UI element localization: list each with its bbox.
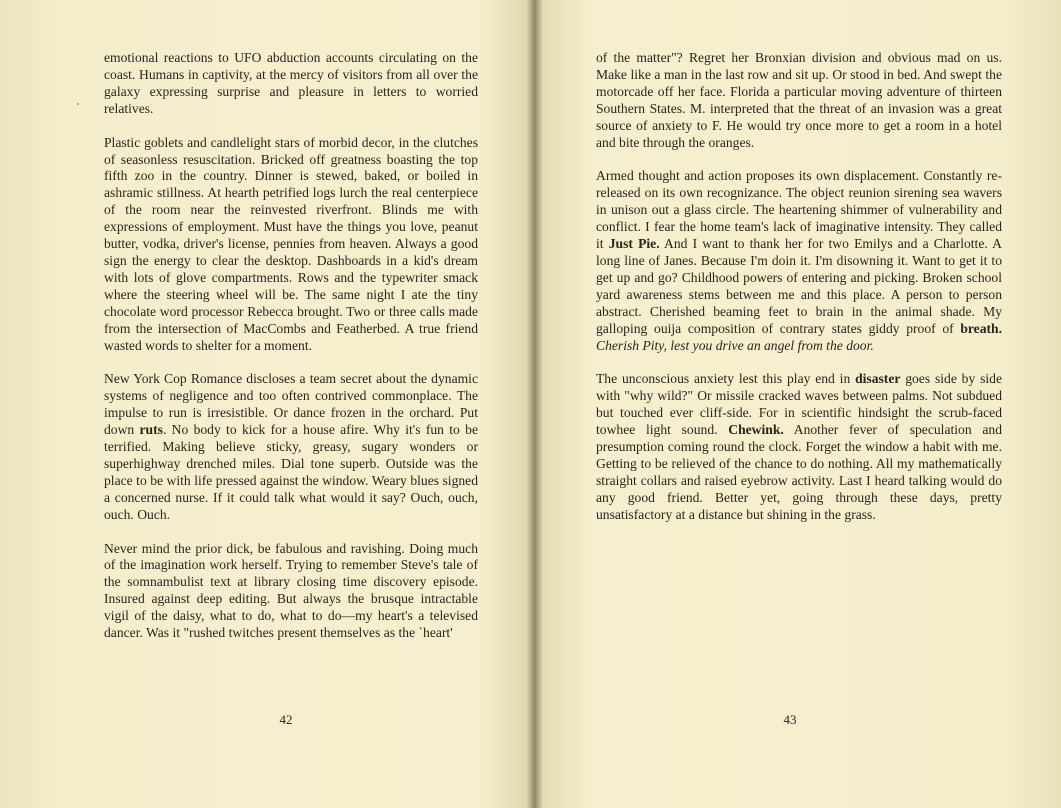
left-paragraph-3 [104,371,478,523]
right-page-number: 43 [783,712,797,727]
left-page [0,0,530,808]
right-p3-text-a: The unconscious anxiety lest this play end in [596,371,856,387]
right-paragraph-2 [596,168,1002,354]
left-p3-bold: ruts [139,422,163,438]
paper-speck [77,103,79,105]
right-p3-text-c: Another fever of speculation and presumption coming round the clock. Forget the window a habit with me. Getting to be relieved of the chance to do nothing. All my mathematically straight collars and raised eyebrow activity. Last I heard talking would do any good friend. Better yet, going through these days, pretty unsatisfactory at a distance but shining in the grass. [596,422,1002,522]
right-p2-bold-2: breath. [960,320,1002,336]
left-paragraph-2: Plastic goblets and candlelight stars of morbid decor, in the clutches of seasonless resuscitation. Bricked off greatness boasting the top fifth zoo in the country. Dinner is stewed, baked, or boiled in ashramic stillness. At hearth petrified logs lurch the real centerpiece of the room near the reinvested riverfront. Blinds me with expressions of employment. Must have the things you love, peanut butter, vodka, driver's license, pennies from heaven. Always a good sign the energy to clear the desktop. Dashboards in a kid's dream with lots of glove compartments. Rows and the typewriter smack where the steering wheel will be. The same night I ate the tiny chocolate word processor Rebecca brought. Two or three calls made from the intersection of MacCombs and Featherbed. A true friend wasted words to shelter for a moment. [104,134,478,353]
right-paragraph-3 [596,371,1002,523]
left-paragraph-1: emotional reactions to UFO abduction accounts circulating on the coast. Humans in captivity, at the mercy of visitors from all over the galaxy expressing surprise and pleasure in letters to worried relatives. [104,50,478,116]
right-page [532,0,1061,808]
right-p3-text-b: goes side by side with "why wild?" Or missile cracked waves between palms. Not subdued but touched ever cliff-side. For in scientific hindsight the scrub-faced towhee light sound. [596,371,1002,438]
left-page-number: 42 [279,712,293,727]
left-p3-text-a: New York Cop Romance discloses a team secret about the dynamic systems of negligence and too often contrived commonplace. The impulse to run is irresistible. Or dance frozen in the orchard. Put down [104,371,478,438]
right-p3-bold-1: disaster [855,371,901,387]
right-p2-italic: Cherish Pity, lest you drive an angel from the door. [596,337,874,353]
right-paragraph-1: of the matter"? Regret her Bronxian division and obvious mad on us. Make like a man in the last row and sit up. Or stood in bed. And swept the motorcade off her face. Florida a particular moving adventure of thirteen Southern States. M. interpreted that the threat of an invasion was a great source of anxiety to F. He would try once more to get a room in a hotel and bite through the oranges. [596,50,1002,150]
left-page-text [104,50,478,659]
right-p2-text-b: And I want to thank her for two Emilys and a Charlotte. A long line of Janes. Because I'm doin it. I'm disowning it. Want to get it to get up and go? Childhood powers of entering and picking. Broken school yard awareness stems between me and this place. A person to person abstract. Cherished beaming feet to brain in the animal shade. My galloping ouija composition of contrary states giddy proof of [596,236,1002,336]
left-p3-text-b: . No body to kick for a house afire. Why it's fun to be terrified. Making believe sticky, greasy, sugary wonders or superhighway drenched miles. Dial tone superb. Outside was the place to be with life pressed against the window. Weary blues signed a concerned nurse. If it could talk what would it say? Ouch, ouch, ouch. Ouch. [104,422,478,522]
right-p2-text-a: Armed thought and action proposes its own displacement. Constantly re-released on its own recognizance. The object reunion sirening sea wavers in unison out a glass circle. The heartening shimmer of vulnerability and conflict. I fear the home team's lack of imaginative intensity. They called it [596,168,1002,252]
left-paragraph-4: Never mind the prior dick, be fabulous and ravishing. Doing much of the imagination work herself. Trying to remember Steve's tale of the somnambulist text at library closing time discovery episode. Insured against deep editing. But always the brusque intractable vigil of the daisy, what to do, what to do—my heart's a televised dancer. Was it "rushed twitches present themselves as the `heart' [104,540,478,641]
right-page-text [596,50,1002,541]
right-p2-bold-1: Just Pie. [608,236,660,252]
right-p3-bold-2: Chewink. [728,422,784,438]
